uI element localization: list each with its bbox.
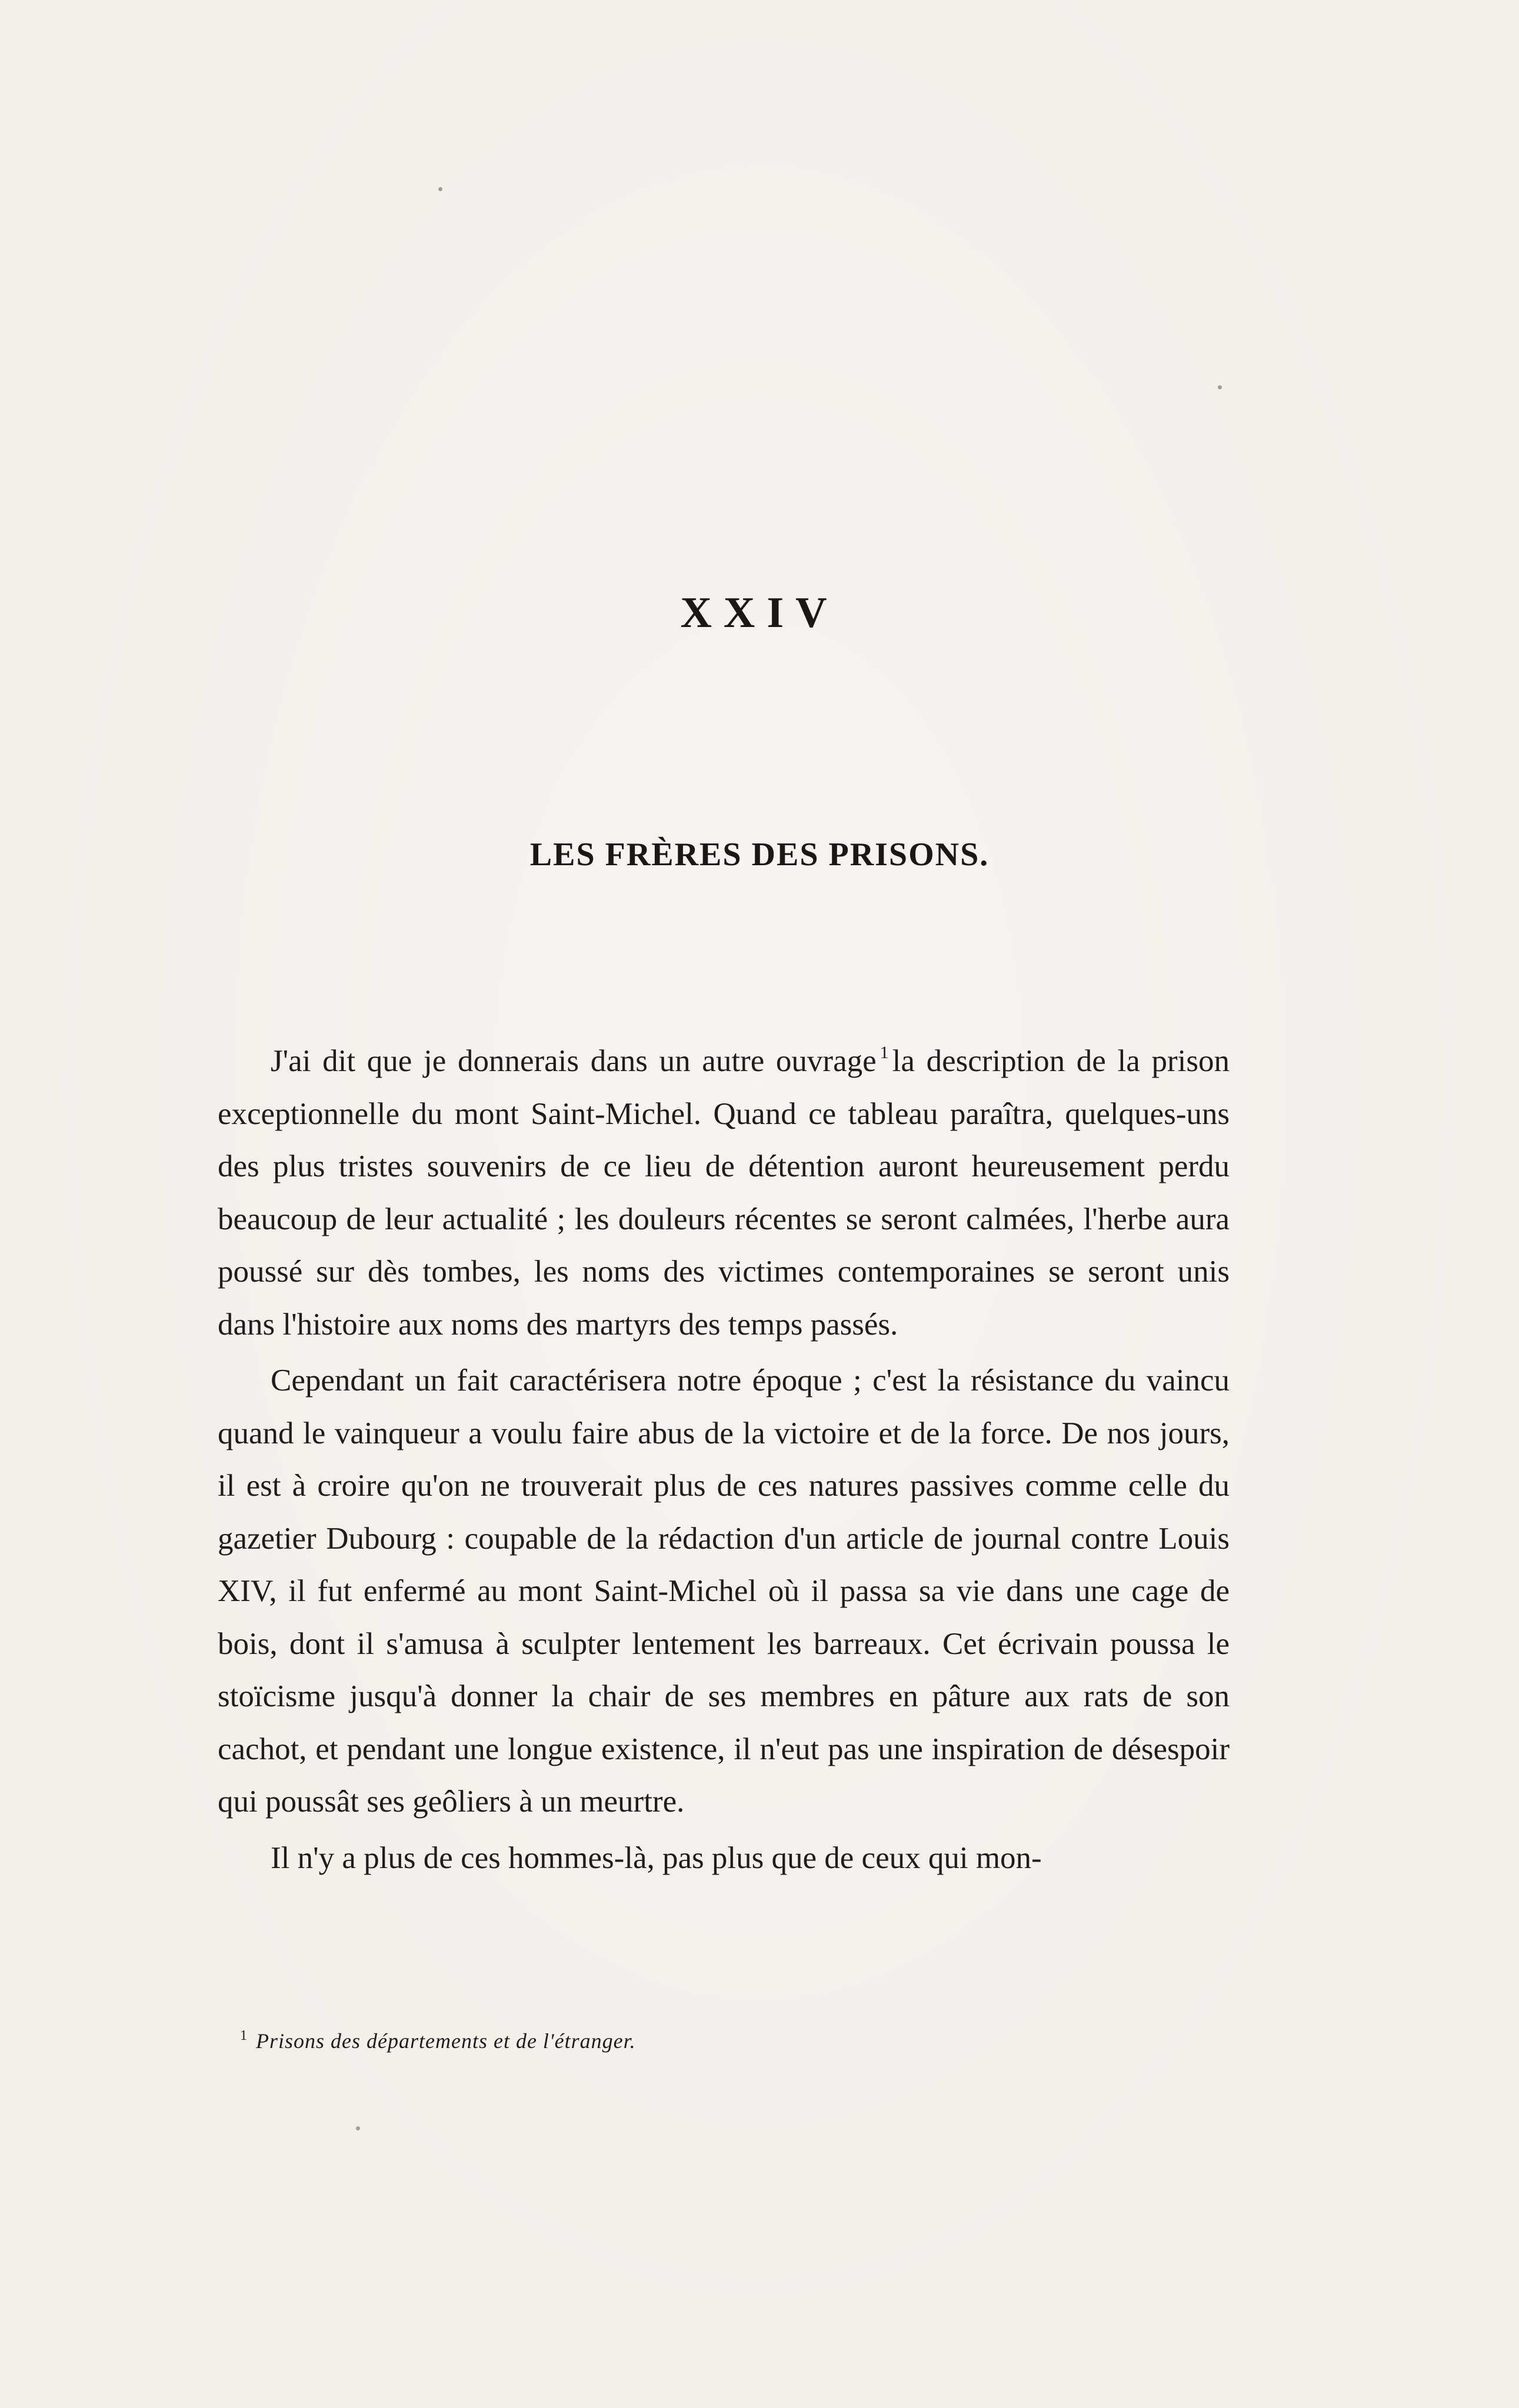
paragraph-1: [218, 1035, 1230, 1351]
paper-speck: [356, 2126, 360, 2130]
paragraph-3: Il n'y a plus de ces hommes-là, pas plus que de ceux qui mon-: [271, 1840, 1042, 1875]
chapter-title: LES FRÈRES DES PRISONS.: [529, 836, 990, 873]
footnote-mark: 1: [240, 2028, 248, 2043]
paragraph-2: Cependant un fait caractérisera notre époque ; c'est la résistance du vaincu quand le vainqueur a voulu faire abus de la victoire et de la force. De nos jours, il est à croire qu'on ne trouverait plus de ces natures passives comme celle du gazetier Dubourg : coupable de la rédaction d'un article de journal contre Louis XIV, il fut enfermé au mont Saint-Michel où il passa sa vie dans une cage de bois, dont il s'amusa à sculpter lentement les barreaux. Cet écrivain poussa le stoïcisme jusqu'à donner la chair de ses membres en pâture aux rats de son cachot, et pendant une longue existence, il n'eut pas une inspiration de désespoir qui poussât ses geôliers à un meurtre.: [218, 1363, 1230, 1819]
footnote: [240, 2028, 1181, 2053]
body-text: [218, 1035, 1230, 1885]
footnote-text: Prisons des départements et de l'étranger.: [256, 2029, 636, 2053]
chapter-number: XXIV: [680, 588, 839, 637]
paper-speck: [438, 187, 442, 191]
footnote-reference: 1: [880, 1043, 889, 1062]
paragraph-1-end: la description de la prison exceptionnelle du mont Saint-Michel. Quand ce tableau paraîtra, quelques-uns des plus tristes souvenirs de ce lieu de détention auront heureusement perdu beaucoup de leur actualité ; les douleurs récentes se seront calmées, l'herbe aura poussé sur dès tombes, les noms des victimes contemporaines se seront unis dans l'histoire aux noms des martyrs des temps passés.: [218, 1044, 1230, 1342]
paper-speck: [1218, 385, 1222, 389]
paragraph-1-start: J'ai dit que je donnerais dans un autre ouvrage: [271, 1044, 877, 1078]
